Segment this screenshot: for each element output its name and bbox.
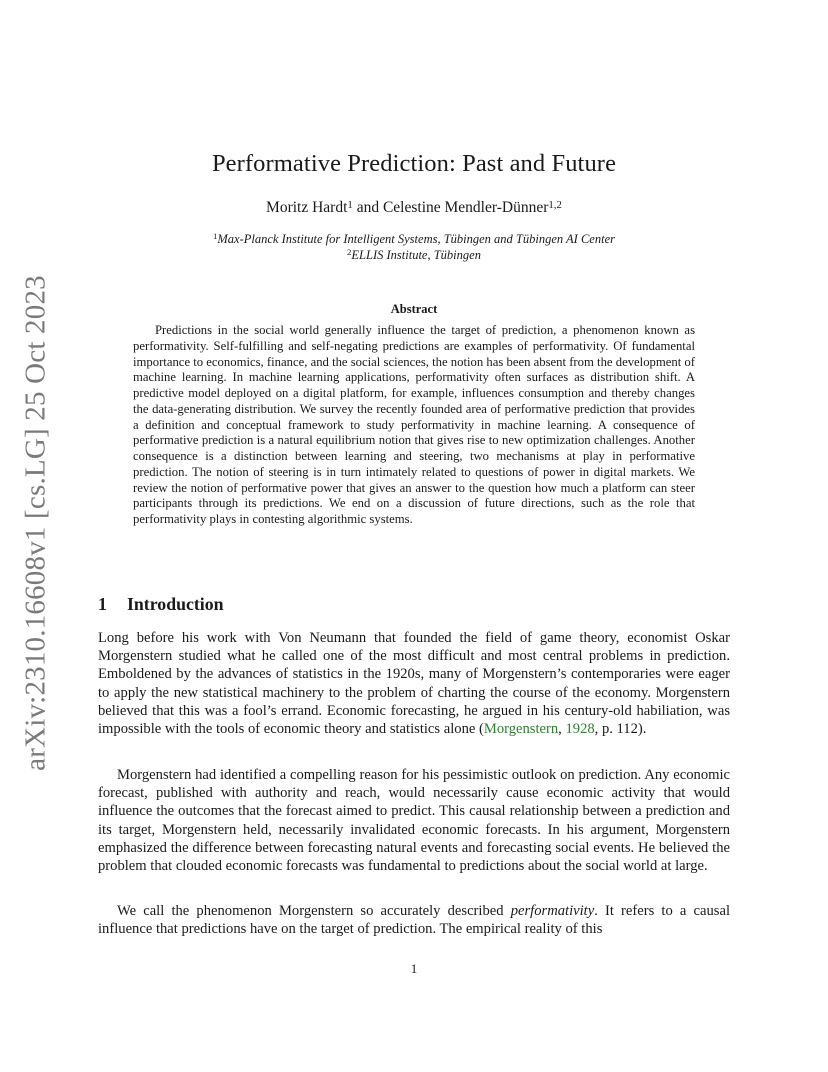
paper-title: Performative Prediction: Past and Future (211, 150, 617, 177)
abstract-body: Predictions in the social world generally influence the target of prediction, a phenomenon known as performativity. Self-fulfilling and self-negating predictions are examples of performativity. Of fundamental importance to economics, finance, and the social sciences, the notion has been absent from the development of machine learning. In machine learning applications, performativity often surfaces as distribution shift. A predictive model deployed on a digital platform, for example, influences consumption and thereby changes the data-generating distribution. We survey the recently founded area of performative prediction that provides a definition and conceptual framework to study performativity in machine learning. A consequence of performative prediction is a natural equilibrium notion that gives rise to new optimization challenges. Another consequence is a distinction between learning and steering, two mechanisms at play in performative prediction. The notion of steering is in turn intimately related to questions of power in digital markets. We review the notion of performative power that gives an answer to the question how much a platform can steer participants through its predictions. We end on a discussion of future directions, such as the role that performativity plays in contesting algorithmic systems. (133, 323, 695, 526)
affiliation-mark: 2 (347, 247, 352, 257)
paragraph-text: . It refers to a causal influence that predictions have on the target of prediction. The empirical reality of this (98, 903, 731, 938)
author-conjunction: and (352, 199, 383, 216)
affiliation-mark: 1 (347, 199, 353, 211)
author-name: Moritz Hardt (266, 199, 348, 216)
section-heading (98, 592, 224, 616)
citation-author-link[interactable]: Morgenstern (483, 721, 559, 738)
affiliation-mark: 1,2 (548, 199, 562, 211)
body-paragraph (98, 629, 730, 738)
citation-tail: , p. 112). (594, 721, 647, 738)
emphasized-term: performativity (510, 903, 595, 919)
section-title: Introduction (127, 594, 224, 614)
affiliations (0, 231, 828, 263)
arxiv-identifier-text: arXiv:2310.16608v1 [cs.LG] 25 Oct 2023 (19, 275, 52, 771)
paragraph-text: We call the phenomenon Morgenstern so accurately described (117, 903, 511, 919)
affiliation-mark: 1 (213, 231, 218, 241)
author-name: Celestine Mendler-Dünner (382, 199, 549, 216)
section-number: 1 (98, 594, 107, 614)
affiliation-text: ELLIS Institute, Tübingen (351, 248, 481, 262)
affiliation-text: Max-Planck Institute for Intelligent Systems, Tübingen and Tübingen AI Center (217, 232, 615, 246)
body-paragraph: Morgenstern had identified a compelling reason for his pessimistic outlook on prediction. Any economic forecast, published with authority and reach, would necessarily cause economic activity that would influence the outcomes that the forecast aimed to predict. This causal relationship between a prediction and its target, Morgenstern held, necessarily invalidated economic forecasts. In his argument, Morgenstern emphasized the difference between forecasting natural events and forecasting social events. He believed the problem that clouded economic forecasts was fundamental to predictions about the social world at large. (98, 767, 730, 875)
affiliation-line (0, 247, 828, 263)
page-number: 1 (410, 961, 418, 976)
affiliation-line (0, 231, 828, 247)
abstract-heading: Abstract (390, 302, 438, 316)
paragraph-text: Long before his work with Von Neumann that founded the field of game theory, economist Oskar Morgenstern studied what he called one of the most difficult and most central problems in prediction. Emboldened by the advances of statistics in the 1920s, many of Morgenstern’s contemporaries were eager to apply the new statistical machinery to the problem of charting the course of the economy. Morgenstern believed that this was a fool’s errand. Economic forecasting, he argued in his century-old habiliation, was impossible with the tools of economic theory and statistics alone ( (98, 630, 730, 738)
body-paragraph (98, 902, 730, 938)
author-line (0, 198, 828, 218)
citation-separator: , (558, 721, 566, 738)
citation-year-link[interactable]: 1928 (565, 721, 595, 738)
